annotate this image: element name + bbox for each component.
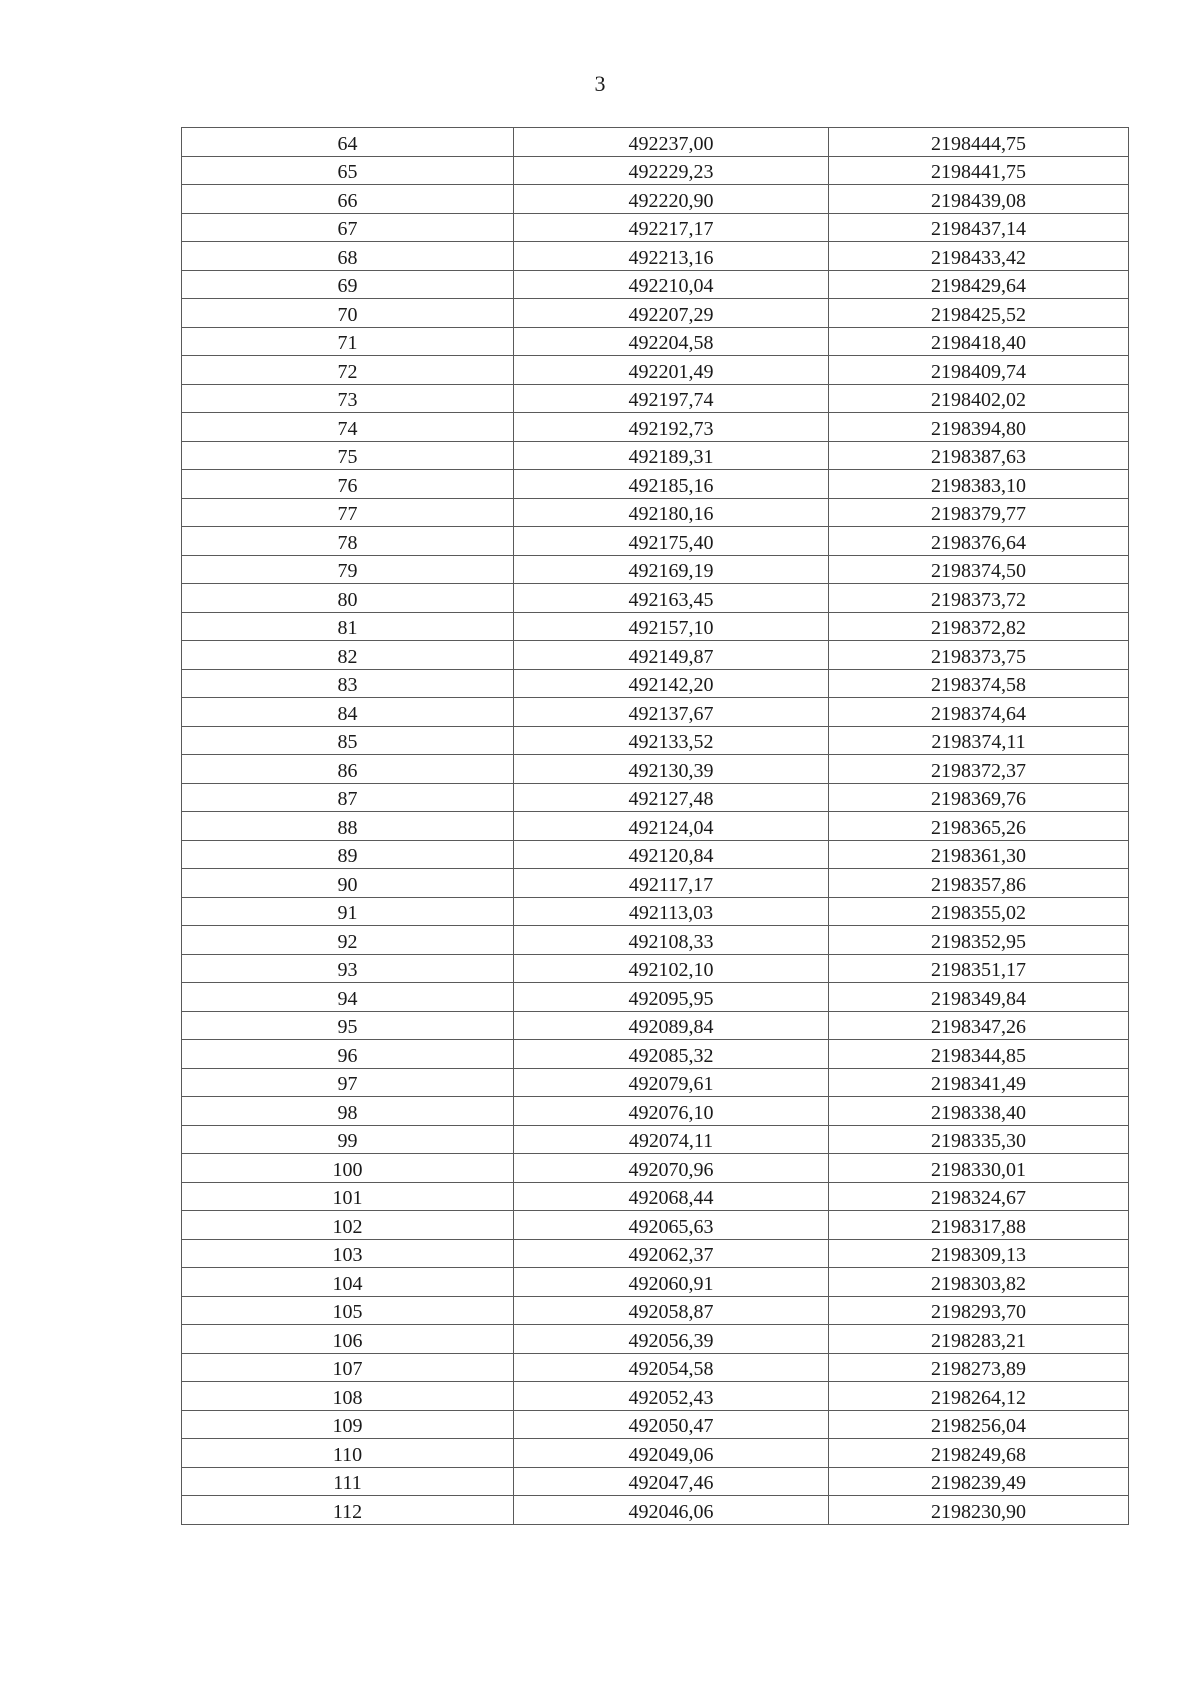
- x-coordinate-cell: 492060,91: [514, 1268, 829, 1297]
- y-coordinate-cell: 2198374,50: [829, 555, 1129, 584]
- x-coordinate-cell: 492169,19: [514, 555, 829, 584]
- point-number-cell: 90: [182, 869, 514, 898]
- x-coordinate-cell: 492180,16: [514, 498, 829, 527]
- x-coordinate-cell: 492189,31: [514, 441, 829, 470]
- table-row: [182, 869, 1129, 898]
- point-number-cell: 88: [182, 812, 514, 841]
- x-coordinate-cell: 492049,06: [514, 1439, 829, 1468]
- y-coordinate-cell: 2198293,70: [829, 1296, 1129, 1325]
- x-coordinate-cell: 492052,43: [514, 1382, 829, 1411]
- x-coordinate-cell: 492068,44: [514, 1182, 829, 1211]
- x-coordinate-cell: 492175,40: [514, 527, 829, 556]
- point-number-cell: 86: [182, 755, 514, 784]
- x-coordinate-cell: 492046,06: [514, 1496, 829, 1525]
- y-coordinate-cell: 2198369,76: [829, 783, 1129, 812]
- point-number-cell: 102: [182, 1211, 514, 1240]
- table-row: [182, 441, 1129, 470]
- x-coordinate-cell: 492207,29: [514, 299, 829, 328]
- x-coordinate-cell: 492220,90: [514, 185, 829, 214]
- x-coordinate-cell: 492201,49: [514, 356, 829, 385]
- point-number-cell: 76: [182, 470, 514, 499]
- table-row: [182, 413, 1129, 442]
- point-number-cell: 107: [182, 1353, 514, 1382]
- y-coordinate-cell: 2198374,64: [829, 698, 1129, 727]
- table-row: [182, 1211, 1129, 1240]
- table-row: [182, 1268, 1129, 1297]
- point-number-cell: 108: [182, 1382, 514, 1411]
- point-number-cell: 67: [182, 213, 514, 242]
- table-row: [182, 185, 1129, 214]
- table-row: [182, 1467, 1129, 1496]
- point-number-cell: 80: [182, 584, 514, 613]
- point-number-cell: 85: [182, 726, 514, 755]
- point-number-cell: 74: [182, 413, 514, 442]
- y-coordinate-cell: 2198349,84: [829, 983, 1129, 1012]
- x-coordinate-cell: 492142,20: [514, 669, 829, 698]
- x-coordinate-cell: 492185,16: [514, 470, 829, 499]
- x-coordinate-cell: 492113,03: [514, 897, 829, 926]
- y-coordinate-cell: 2198338,40: [829, 1097, 1129, 1126]
- table-row: [182, 498, 1129, 527]
- point-number-cell: 79: [182, 555, 514, 584]
- x-coordinate-cell: 492054,58: [514, 1353, 829, 1382]
- table-row: [182, 1011, 1129, 1040]
- x-coordinate-cell: 492213,16: [514, 242, 829, 271]
- point-number-cell: 91: [182, 897, 514, 926]
- y-coordinate-cell: 2198303,82: [829, 1268, 1129, 1297]
- point-number-cell: 95: [182, 1011, 514, 1040]
- table-row: [182, 1097, 1129, 1126]
- x-coordinate-cell: 492124,04: [514, 812, 829, 841]
- x-coordinate-cell: 492130,39: [514, 755, 829, 784]
- point-number-cell: 106: [182, 1325, 514, 1354]
- y-coordinate-cell: 2198433,42: [829, 242, 1129, 271]
- table-row: [182, 1154, 1129, 1183]
- point-number-cell: 87: [182, 783, 514, 812]
- y-coordinate-cell: 2198344,85: [829, 1040, 1129, 1069]
- y-coordinate-cell: 2198376,64: [829, 527, 1129, 556]
- table-row: [182, 327, 1129, 356]
- table-row: [182, 840, 1129, 869]
- table-row: [182, 1296, 1129, 1325]
- y-coordinate-cell: 2198372,82: [829, 612, 1129, 641]
- y-coordinate-cell: 2198361,30: [829, 840, 1129, 869]
- table-row: [182, 1439, 1129, 1468]
- point-number-cell: 68: [182, 242, 514, 271]
- point-number-cell: 96: [182, 1040, 514, 1069]
- table-row: [182, 527, 1129, 556]
- table-row: [182, 128, 1129, 157]
- x-coordinate-cell: 492058,87: [514, 1296, 829, 1325]
- y-coordinate-cell: 2198374,58: [829, 669, 1129, 698]
- y-coordinate-cell: 2198355,02: [829, 897, 1129, 926]
- y-coordinate-cell: 2198317,88: [829, 1211, 1129, 1240]
- x-coordinate-cell: 492079,61: [514, 1068, 829, 1097]
- x-coordinate-cell: 492149,87: [514, 641, 829, 670]
- y-coordinate-cell: 2198341,49: [829, 1068, 1129, 1097]
- point-number-cell: 99: [182, 1125, 514, 1154]
- y-coordinate-cell: 2198283,21: [829, 1325, 1129, 1354]
- x-coordinate-cell: 492120,84: [514, 840, 829, 869]
- y-coordinate-cell: 2198330,01: [829, 1154, 1129, 1183]
- y-coordinate-cell: 2198444,75: [829, 128, 1129, 157]
- table-row: [182, 1325, 1129, 1354]
- point-number-cell: 111: [182, 1467, 514, 1496]
- table-row: [182, 1353, 1129, 1382]
- y-coordinate-cell: 2198387,63: [829, 441, 1129, 470]
- x-coordinate-cell: 492163,45: [514, 584, 829, 613]
- coordinates-table: [181, 127, 1129, 1525]
- y-coordinate-cell: 2198324,67: [829, 1182, 1129, 1211]
- y-coordinate-cell: 2198335,30: [829, 1125, 1129, 1154]
- y-coordinate-cell: 2198357,86: [829, 869, 1129, 898]
- point-number-cell: 105: [182, 1296, 514, 1325]
- x-coordinate-cell: 492204,58: [514, 327, 829, 356]
- x-coordinate-cell: 492047,46: [514, 1467, 829, 1496]
- point-number-cell: 103: [182, 1239, 514, 1268]
- point-number-cell: 101: [182, 1182, 514, 1211]
- x-coordinate-cell: 492062,37: [514, 1239, 829, 1268]
- table-row: [182, 1496, 1129, 1525]
- point-number-cell: 71: [182, 327, 514, 356]
- x-coordinate-cell: 492070,96: [514, 1154, 829, 1183]
- point-number-cell: 78: [182, 527, 514, 556]
- y-coordinate-cell: 2198394,80: [829, 413, 1129, 442]
- point-number-cell: 83: [182, 669, 514, 698]
- table-row: [182, 384, 1129, 413]
- y-coordinate-cell: 2198372,37: [829, 755, 1129, 784]
- table-row: [182, 641, 1129, 670]
- x-coordinate-cell: 492197,74: [514, 384, 829, 413]
- y-coordinate-cell: 2198429,64: [829, 270, 1129, 299]
- point-number-cell: 104: [182, 1268, 514, 1297]
- point-number-cell: 77: [182, 498, 514, 527]
- point-number-cell: 64: [182, 128, 514, 157]
- table-row: [182, 783, 1129, 812]
- x-coordinate-cell: 492210,04: [514, 270, 829, 299]
- table-row: [182, 1239, 1129, 1268]
- x-coordinate-cell: 492095,95: [514, 983, 829, 1012]
- y-coordinate-cell: 2198264,12: [829, 1382, 1129, 1411]
- point-number-cell: 84: [182, 698, 514, 727]
- table-row: [182, 1040, 1129, 1069]
- x-coordinate-cell: 492108,33: [514, 926, 829, 955]
- x-coordinate-cell: 492133,52: [514, 726, 829, 755]
- y-coordinate-cell: 2198347,26: [829, 1011, 1129, 1040]
- table-row: [182, 356, 1129, 385]
- y-coordinate-cell: 2198383,10: [829, 470, 1129, 499]
- table-row: [182, 1410, 1129, 1439]
- x-coordinate-cell: 492085,32: [514, 1040, 829, 1069]
- y-coordinate-cell: 2198256,04: [829, 1410, 1129, 1439]
- y-coordinate-cell: 2198373,75: [829, 641, 1129, 670]
- y-coordinate-cell: 2198249,68: [829, 1439, 1129, 1468]
- x-coordinate-cell: 492229,23: [514, 156, 829, 185]
- point-number-cell: 110: [182, 1439, 514, 1468]
- point-number-cell: 70: [182, 299, 514, 328]
- table-row: [182, 726, 1129, 755]
- table-row: [182, 555, 1129, 584]
- table-row: [182, 812, 1129, 841]
- x-coordinate-cell: 492237,00: [514, 128, 829, 157]
- table-row: [182, 926, 1129, 955]
- point-number-cell: 82: [182, 641, 514, 670]
- x-coordinate-cell: 492050,47: [514, 1410, 829, 1439]
- table-row: [182, 299, 1129, 328]
- point-number-cell: 73: [182, 384, 514, 413]
- y-coordinate-cell: 2198441,75: [829, 156, 1129, 185]
- x-coordinate-cell: 492065,63: [514, 1211, 829, 1240]
- point-number-cell: 97: [182, 1068, 514, 1097]
- point-number-cell: 94: [182, 983, 514, 1012]
- point-number-cell: 112: [182, 1496, 514, 1525]
- point-number-cell: 72: [182, 356, 514, 385]
- table-row: [182, 983, 1129, 1012]
- y-coordinate-cell: 2198374,11: [829, 726, 1129, 755]
- point-number-cell: 100: [182, 1154, 514, 1183]
- point-number-cell: 81: [182, 612, 514, 641]
- point-number-cell: 98: [182, 1097, 514, 1126]
- y-coordinate-cell: 2198439,08: [829, 185, 1129, 214]
- point-number-cell: 109: [182, 1410, 514, 1439]
- x-coordinate-cell: 492074,11: [514, 1125, 829, 1154]
- x-coordinate-cell: 492076,10: [514, 1097, 829, 1126]
- y-coordinate-cell: 2198425,52: [829, 299, 1129, 328]
- table-row: [182, 954, 1129, 983]
- x-coordinate-cell: 492217,17: [514, 213, 829, 242]
- y-coordinate-cell: 2198373,72: [829, 584, 1129, 613]
- table-row: [182, 584, 1129, 613]
- table-row: [182, 669, 1129, 698]
- x-coordinate-cell: 492137,67: [514, 698, 829, 727]
- y-coordinate-cell: 2198418,40: [829, 327, 1129, 356]
- table-row: [182, 156, 1129, 185]
- x-coordinate-cell: 492089,84: [514, 1011, 829, 1040]
- y-coordinate-cell: 2198365,26: [829, 812, 1129, 841]
- table-row: [182, 470, 1129, 499]
- coordinates-table-body: [182, 128, 1129, 1525]
- y-coordinate-cell: 2198239,49: [829, 1467, 1129, 1496]
- y-coordinate-cell: 2198309,13: [829, 1239, 1129, 1268]
- table-row: [182, 698, 1129, 727]
- x-coordinate-cell: 492102,10: [514, 954, 829, 983]
- table-row: [182, 1182, 1129, 1211]
- y-coordinate-cell: 2198230,90: [829, 1496, 1129, 1525]
- point-number-cell: 92: [182, 926, 514, 955]
- table-row: [182, 270, 1129, 299]
- page-number: 3: [594, 71, 606, 96]
- table-row: [182, 242, 1129, 271]
- x-coordinate-cell: 492056,39: [514, 1325, 829, 1354]
- table-row: [182, 213, 1129, 242]
- point-number-cell: 75: [182, 441, 514, 470]
- y-coordinate-cell: 2198273,89: [829, 1353, 1129, 1382]
- x-coordinate-cell: 492192,73: [514, 413, 829, 442]
- table-row: [182, 1125, 1129, 1154]
- table-row: [182, 1382, 1129, 1411]
- y-coordinate-cell: 2198379,77: [829, 498, 1129, 527]
- y-coordinate-cell: 2198402,02: [829, 384, 1129, 413]
- x-coordinate-cell: 492127,48: [514, 783, 829, 812]
- table-row: [182, 1068, 1129, 1097]
- y-coordinate-cell: 2198409,74: [829, 356, 1129, 385]
- point-number-cell: 93: [182, 954, 514, 983]
- x-coordinate-cell: 492117,17: [514, 869, 829, 898]
- point-number-cell: 69: [182, 270, 514, 299]
- y-coordinate-cell: 2198352,95: [829, 926, 1129, 955]
- point-number-cell: 65: [182, 156, 514, 185]
- y-coordinate-cell: 2198437,14: [829, 213, 1129, 242]
- table-row: [182, 897, 1129, 926]
- table-row: [182, 755, 1129, 784]
- point-number-cell: 66: [182, 185, 514, 214]
- table-row: [182, 612, 1129, 641]
- x-coordinate-cell: 492157,10: [514, 612, 829, 641]
- point-number-cell: 89: [182, 840, 514, 869]
- y-coordinate-cell: 2198351,17: [829, 954, 1129, 983]
